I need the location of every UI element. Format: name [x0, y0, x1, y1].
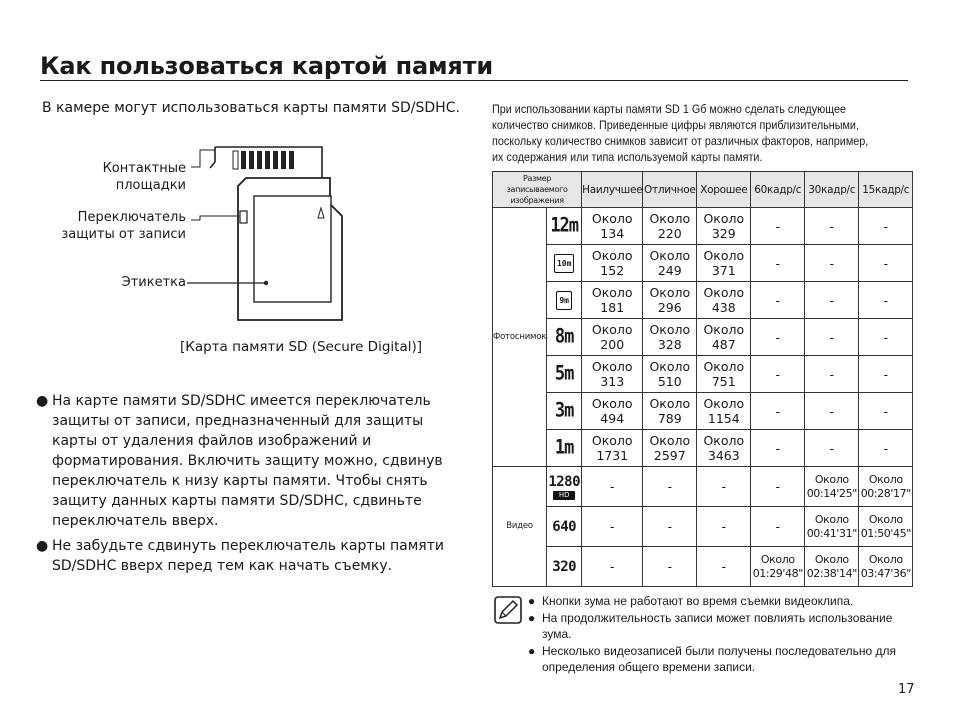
table-cell: -: [751, 467, 805, 507]
table-cell: -: [805, 245, 859, 282]
table-cell: Около 296: [643, 282, 697, 319]
table-cell: Около 2597: [643, 430, 697, 467]
table-cell: Около 152: [582, 245, 643, 282]
table-row: [493, 282, 913, 319]
bullet-item: [36, 391, 466, 531]
table-cell: -: [859, 393, 913, 430]
table-header-row: [493, 172, 913, 208]
table-cell: Около 789: [643, 393, 697, 430]
switch-label: [40, 209, 186, 243]
table-row: [493, 547, 913, 587]
table-cell: -: [805, 393, 859, 430]
video-group-label: Видео: [493, 467, 547, 587]
resolution-icon-cell: [547, 356, 582, 393]
table-row: [493, 467, 913, 507]
table-cell: -: [643, 507, 697, 547]
resolution-5m-icon: 5m: [554, 361, 574, 385]
table-cell: -: [859, 245, 913, 282]
resolution-1m-icon: 1m: [554, 435, 574, 459]
contacts-label-line2: площадки: [115, 178, 186, 193]
table-cell: -: [582, 547, 643, 587]
table-cell: Около 181: [582, 282, 643, 319]
table-cell: -: [751, 393, 805, 430]
table-row: [493, 319, 913, 356]
table-row: [493, 356, 913, 393]
note-dot: ●: [528, 594, 536, 608]
note-dot: ●: [528, 643, 536, 658]
video-320-icon: 320: [552, 558, 577, 575]
table-cell: Около 134: [582, 208, 643, 245]
table-cell: -: [859, 430, 913, 467]
header-60fps: 60кадр/с: [751, 172, 805, 208]
table-cell: -: [751, 245, 805, 282]
video-size-icon-cell: [547, 467, 582, 507]
video-size-icon-cell: [547, 507, 582, 547]
table-cell: Около 438: [697, 282, 751, 319]
table-cell: -: [582, 507, 643, 547]
table-cell: Около 00:41'31": [805, 507, 859, 547]
table-cell: Около 3463: [697, 430, 751, 467]
header-size: Размер записываемого изображения: [493, 172, 582, 208]
contacts-label-line1: Контактные: [102, 161, 186, 176]
resolution-icon-cell: [547, 245, 582, 282]
table-cell: -: [805, 282, 859, 319]
table-cell: -: [805, 208, 859, 245]
table-cell: Около 02:38'14": [805, 547, 859, 587]
table-cell: Около 03:47'36": [859, 547, 913, 587]
table-cell: Около 1154: [697, 393, 751, 430]
capacity-table: [492, 171, 913, 587]
video-size-icon-cell: [547, 547, 582, 587]
note-item: [528, 593, 918, 610]
table-row: [493, 208, 913, 245]
page-number: 17: [898, 682, 915, 697]
table-cell: -: [643, 467, 697, 507]
table-cell: Около 494: [582, 393, 643, 430]
table-cell: -: [751, 208, 805, 245]
resolution-12m-icon: 12m: [550, 213, 579, 237]
page-title: Как пользоваться картой памяти: [40, 52, 493, 80]
bullet-text: Не забудьте сдвинуть переключатель карты памяти SD/SDHC вверх перед тем как начать съемку.: [52, 538, 444, 574]
note-text: Несколько видеозаписей были получены последовательно для определения общего времени записи.: [542, 643, 897, 674]
table-cell: Около 510: [643, 356, 697, 393]
table-cell: Около 313: [582, 356, 643, 393]
table-cell: Около 328: [643, 319, 697, 356]
table-cell: -: [805, 430, 859, 467]
hd-badge-icon: HD: [553, 491, 575, 500]
table-cell: Около 487: [697, 319, 751, 356]
table-cell: Около 371: [697, 245, 751, 282]
card-caption: [Карта памяти SD (Secure Digital)]: [180, 339, 422, 355]
table-cell: -: [859, 282, 913, 319]
table-cell: Около 249: [643, 245, 697, 282]
resolution-10m-icon: 10m: [554, 254, 574, 273]
header-good: Хорошее: [697, 172, 751, 208]
table-cell: -: [751, 319, 805, 356]
table-cell: Около 1731: [582, 430, 643, 467]
resolution-icon-cell: [547, 319, 582, 356]
video-640-icon: 640: [552, 518, 577, 535]
title-rule: [40, 80, 908, 81]
resolution-icon-cell: [547, 208, 582, 245]
card-label-label: Этикетка: [121, 275, 186, 290]
note-text: На продолжительность записи может повлиять использование зума.: [542, 610, 893, 641]
notes-list: [528, 593, 918, 676]
note-item: [528, 643, 918, 676]
header-excellent: Отличное: [643, 172, 697, 208]
switch-label-line2: защиты от записи: [61, 227, 186, 242]
note-text: Кнопки зума не работают во время съемки видеоклипа.: [542, 594, 854, 608]
table-cell: -: [697, 547, 751, 587]
right-intro: При использовании карты памяти SD 1 Gб можно сделать следующее количество снимков. Приведенные цифры являются приблизительными, поскольку количество снимков зависит от различных факторов, например, их содержания или типа используемой карты памяти.: [492, 102, 869, 164]
table-cell: Около 00:14'25": [805, 467, 859, 507]
header-best: Наилучшее: [582, 172, 643, 208]
table-cell: -: [751, 282, 805, 319]
header-30fps: 30кадр/с: [805, 172, 859, 208]
header-15fps: 15кадр/с: [859, 172, 913, 208]
table-row: [493, 507, 913, 547]
bullet-item: [36, 536, 466, 576]
photo-group-label: Фотоснимок: [493, 208, 547, 467]
table-cell: Около 329: [697, 208, 751, 245]
left-bullets: [36, 391, 466, 581]
note-dot: ●: [528, 610, 536, 625]
table-row: [493, 245, 913, 282]
table-row: [493, 430, 913, 467]
resolution-icon-cell: [547, 393, 582, 430]
bullet-dot: ●: [36, 393, 49, 409]
resolution-icon-cell: [547, 282, 582, 319]
bullet-text: На карте памяти SD/SDHC имеется переключатель защиты от записи, предназначенный для защиты карты от удаления файлов изображений и форматирования. Включить защиту можно, сдвинув переключатель к низу карты памяти. Чтобы снять защиту данных карты памяти SD/SDHC, сдвиньте переключатель вверх.: [52, 393, 443, 529]
table-cell: Около 200: [582, 319, 643, 356]
table-cell: -: [805, 356, 859, 393]
video-1280-icon: 1280: [548, 473, 581, 490]
resolution-8m-icon: 8m: [554, 324, 574, 348]
bullet-dot: ●: [36, 538, 49, 554]
left-intro: В камере могут использоваться карты памяти SD/SDHC.: [42, 100, 460, 116]
table-cell: -: [751, 356, 805, 393]
note-pencil-icon: [494, 596, 522, 624]
table-cell: -: [582, 467, 643, 507]
table-cell: Около 01:50'45": [859, 507, 913, 547]
table-cell: -: [751, 430, 805, 467]
resolution-9m-icon: 9m: [556, 291, 572, 310]
resolution-3m-icon: 3m: [554, 398, 574, 422]
table-cell: -: [859, 356, 913, 393]
table-cell: -: [751, 507, 805, 547]
contacts-label: [60, 160, 186, 194]
table-cell: -: [859, 319, 913, 356]
table-cell: Около 00:28'17": [859, 467, 913, 507]
table-cell: Около 01:29'48": [751, 547, 805, 587]
table-cell: -: [697, 507, 751, 547]
table-cell: -: [805, 319, 859, 356]
table-cell: Около 220: [643, 208, 697, 245]
table-cell: -: [643, 547, 697, 587]
table-row: [493, 393, 913, 430]
table-cell: -: [859, 208, 913, 245]
table-cell: Около 751: [697, 356, 751, 393]
note-item: [528, 610, 918, 643]
switch-label-line1: Переключатель: [77, 210, 186, 225]
table-cell: -: [697, 467, 751, 507]
resolution-icon-cell: [547, 430, 582, 467]
